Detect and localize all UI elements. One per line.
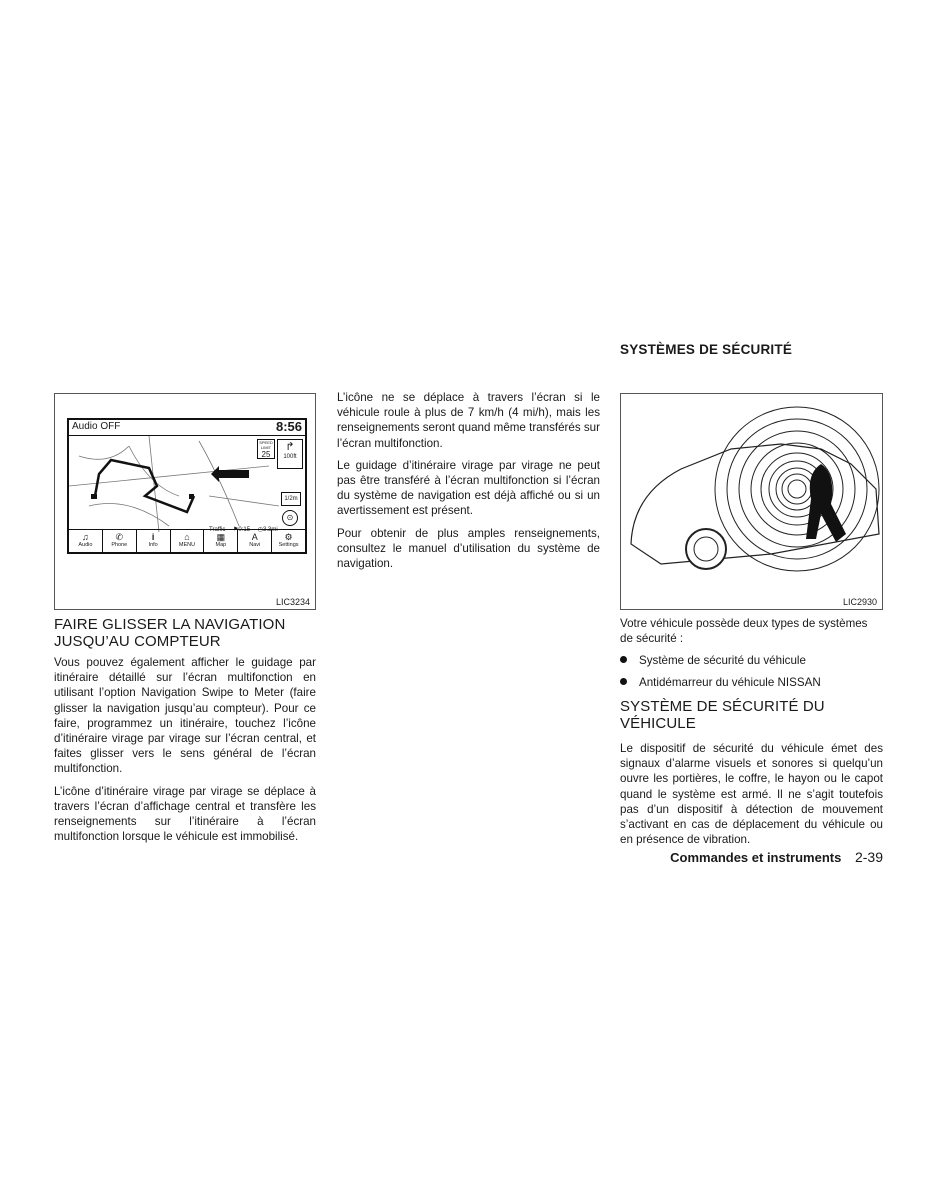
alarm-signal-rings: [715, 407, 879, 571]
map-roads: [69, 436, 279, 532]
paragraph: Votre véhicule possède deux types de systèmes de sécurité :: [620, 617, 868, 646]
screen-status-bar: [69, 420, 305, 436]
distance-icon: ◷: [257, 527, 264, 533]
compass-icon[interactable]: ⊙: [282, 510, 298, 526]
eta-flag-icon: ⚑: [233, 527, 239, 533]
turn-distance: 100ft: [283, 454, 297, 460]
nav-label: Audio: [78, 542, 93, 548]
list-item-text: Système de sécurité du véhicule: [639, 654, 806, 667]
map-icon: ▦: [216, 532, 226, 542]
intruder-figure: [806, 464, 846, 542]
nav-label: Phone: [111, 542, 128, 548]
phone-icon: ✆: [115, 532, 124, 542]
speed-limit-value: 25: [261, 450, 271, 459]
paragraph: Pour obtenir de plus amples renseignements, consultez le manuel d’utilisation du système de navigation.: [337, 526, 600, 571]
traffic-label: Traffic: [209, 527, 226, 533]
security-figure: [620, 393, 883, 610]
right-column: [620, 698, 883, 847]
paragraph: L’icône d’itinéraire virage par virage se déplace à travers l’écran d’affichage central et transfère les renseignements sur l’itinéraire à l’écran multifonction lorsque le véhicule est immobilisé.: [54, 784, 316, 844]
car-outline: [631, 444, 879, 564]
nav-label: Info: [148, 542, 158, 548]
destination-flag-icon: [91, 494, 97, 499]
next-turn-panel[interactable]: [277, 439, 303, 469]
list-item: [620, 676, 821, 689]
left-column: [54, 616, 316, 844]
clock: 8:56: [275, 419, 302, 434]
home-icon: ⌂: [184, 532, 190, 542]
right-intro: [620, 616, 883, 646]
navigation-display: [67, 418, 307, 554]
list-item: [620, 654, 806, 667]
section-heading: SYSTÈME DE SÉCURITÉ DU VÉHICULE: [620, 698, 825, 732]
car-wheel: [686, 529, 726, 569]
speed-limit-sign: [257, 439, 275, 459]
bottom-nav-bar: [69, 529, 305, 552]
nav-button-audio[interactable]: [69, 530, 103, 552]
vehicle-position-icon: [189, 494, 194, 499]
nav-label: Navi: [249, 542, 261, 548]
paragraph: Vous pouvez également afficher le guidage par itinéraire détaillé sur l’écran multifonction en utilisant l’option Navigation Swipe to Meter (faire glisser la navigation jusqu’au compteur). Pour ce faire, programmez un itinéraire, touchez l’icône d’itinéraire virage par virage sur l’écran central, et faites glisser vers le sens général de l’écran multifonction.: [54, 656, 316, 776]
navigation-screen-figure: [54, 393, 316, 610]
turn-arrow-icon: [211, 466, 219, 482]
nav-label: Map: [215, 542, 227, 548]
speed-limit-label: SPEED LIMIT: [259, 440, 273, 450]
audio-status: Audio OFF: [72, 421, 121, 432]
bullet-icon: [620, 678, 627, 685]
middle-column: [337, 390, 600, 571]
figure-label: LIC3234: [275, 597, 310, 607]
nav-button-info[interactable]: [137, 530, 171, 552]
nav-button-menu[interactable]: [171, 530, 205, 552]
list-item-text: Antidémarreur du véhicule NISSAN: [639, 676, 821, 689]
footer-section: Commandes et instruments: [670, 850, 842, 865]
gear-icon: ⚙: [284, 532, 293, 542]
navi-icon: A: [251, 532, 258, 542]
paragraph: Le guidage d’itinéraire virage par virage ne peut pas être transféré à l’écran multifonction si l’écran du système de navigation est déjà affiché ou si un avertissement est présent.: [337, 458, 600, 518]
page-number: 2-39: [854, 849, 883, 865]
section-heading: FAIRE GLISSER LA NAVIGATION JUSQU’AU COMPTEUR: [54, 616, 286, 650]
paragraph: L’icône ne se déplace à travers l’écran si le véhicule roule à plus de 7 km/h (4 mi/h), mais les renseignements seront quand même transférés sur l’écran multifonction.: [337, 391, 600, 450]
route-line: [95, 460, 194, 512]
security-illustration: [621, 394, 882, 594]
zoom-scale-button[interactable]: 1/2m: [281, 492, 301, 506]
nav-button-navi[interactable]: [238, 530, 272, 552]
bullet-icon: [620, 656, 627, 663]
paragraph: Le dispositif de sécurité du véhicule émet des signaux d’alarme visuels et sonores si quelqu’un ouvre les portières, le coffre, le hayon ou le capot quand le système est armé. Il ne s’agit toutefois pas d’un dispositif à détection de mouvement s’activant en cas de déplacement du véhicule ou en présence de vibration.: [620, 742, 883, 847]
nav-label: Settings: [278, 542, 299, 548]
eta-value: 0:15: [238, 527, 251, 533]
nav-button-phone[interactable]: [103, 530, 137, 552]
info-icon: i: [151, 532, 155, 542]
figure-label: LIC2930: [842, 597, 877, 607]
page-footer: [620, 849, 883, 865]
nav-button-map[interactable]: [204, 530, 238, 552]
nav-label: MENU: [178, 542, 196, 548]
section-title: SYSTÈMES DE SÉCURITÉ: [620, 342, 793, 357]
nav-button-settings[interactable]: [272, 530, 305, 552]
distance-value: 3.3mi: [263, 527, 278, 533]
turn-arrow-bar: [219, 470, 249, 478]
turn-right-icon: ↱: [285, 441, 295, 453]
music-note-icon: ♫: [82, 532, 89, 542]
